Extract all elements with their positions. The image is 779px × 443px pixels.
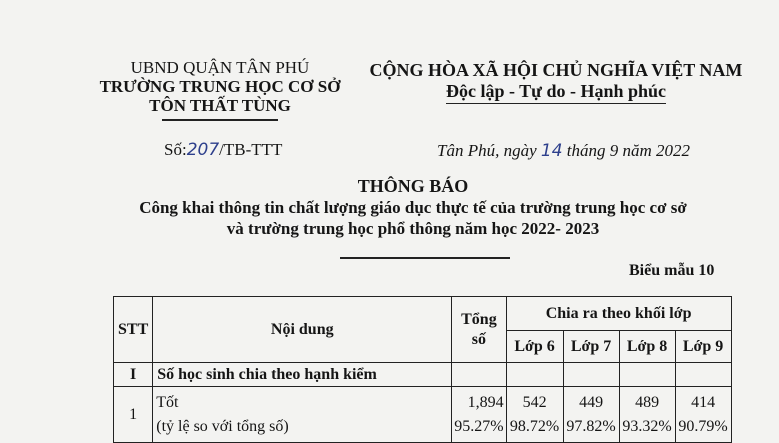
table-header-row-1 [114, 297, 732, 331]
header-stt: STT [114, 297, 153, 363]
header-grade-7: Lớp 7 [563, 331, 619, 363]
national-motto-text: Độc lập - Tự do - Hạnh phúc [446, 81, 666, 104]
row-label-line1: Tốt [156, 393, 179, 411]
row-label [153, 387, 452, 443]
grade-7-count: 449 [579, 393, 604, 411]
row-grade-9 [675, 387, 731, 443]
row-total-pct: 95.27% [454, 417, 504, 435]
section-empty-8 [619, 363, 675, 387]
doc-number-handwritten: 207 [186, 140, 220, 160]
header-total-line1: Tổng [461, 310, 497, 328]
section-label: Số học sinh chia theo hạnh kiểm [153, 363, 452, 387]
row-grade-7 [563, 387, 619, 443]
header-total-line2: số [471, 330, 487, 348]
section-empty-7 [563, 363, 619, 387]
grade-9-count: 414 [691, 393, 716, 411]
table-row [114, 387, 732, 443]
header-grade-9: Lớp 9 [675, 331, 731, 363]
row-stt: 1 [114, 387, 153, 443]
title-underline [340, 257, 510, 259]
quality-table [113, 296, 732, 443]
grade-9-pct: 90.79% [678, 417, 728, 435]
national-title: CỘNG HÒA XÃ HỘI CHỦ NGHĨA VIỆT NAM [369, 60, 743, 80]
school-name-line1: TRƯỜNG TRUNG HỌC CƠ SỞ [99, 77, 341, 96]
row-label-line2: (tỷ lệ so với tổng số) [156, 417, 289, 435]
grade-6-pct: 98.72% [509, 417, 560, 435]
grade-7-pct: 97.82% [566, 417, 616, 435]
grade-8-count: 489 [635, 393, 660, 411]
date-day-handwritten: 14 [540, 141, 563, 161]
date-suffix: tháng 9 năm 2022 [566, 141, 691, 160]
doc-number-prefix: Số: [164, 140, 187, 159]
notice-subtitle-line1: Công khai thông tin chất lượng giáo dục thực tế của trường trung học cơ sở [139, 198, 687, 217]
row-total-count: 1,894 [467, 393, 504, 411]
doc-number-suffix: /TB-TTT [219, 140, 283, 159]
section-empty-9 [675, 363, 731, 387]
row-total [452, 387, 506, 443]
issuing-authority: UBND QUẬN TÂN PHÚ [130, 58, 310, 77]
notice-title: THÔNG BÁO [357, 176, 469, 196]
school-name-line2: TÔN THẤT TÙNG [149, 96, 291, 115]
header-total [452, 297, 506, 363]
table-section-row [114, 363, 732, 387]
header-grade-6: Lớp 6 [506, 331, 563, 363]
national-motto [366, 81, 746, 104]
header-content: Nội dung [153, 297, 452, 363]
section-empty-6 [506, 363, 563, 387]
grade-6-count: 542 [522, 393, 547, 411]
document-number [164, 140, 282, 160]
header-grade-group: Chia ra theo khối lớp [506, 297, 731, 331]
row-grade-8 [619, 387, 675, 443]
header-grade-8: Lớp 8 [619, 331, 675, 363]
row-grade-6 [506, 387, 563, 443]
left-header-underline [162, 119, 278, 121]
grade-8-pct: 93.32% [622, 417, 672, 435]
section-empty-total [452, 363, 506, 387]
notice-subtitle-line2: và trường trung học phổ thông năm học 2022- 2023 [226, 219, 600, 238]
date-line [437, 141, 690, 161]
form-label: Biểu mẫu 10 [629, 262, 715, 279]
date-prefix: Tân Phú, ngày [437, 141, 537, 160]
section-stt: I [114, 363, 153, 387]
